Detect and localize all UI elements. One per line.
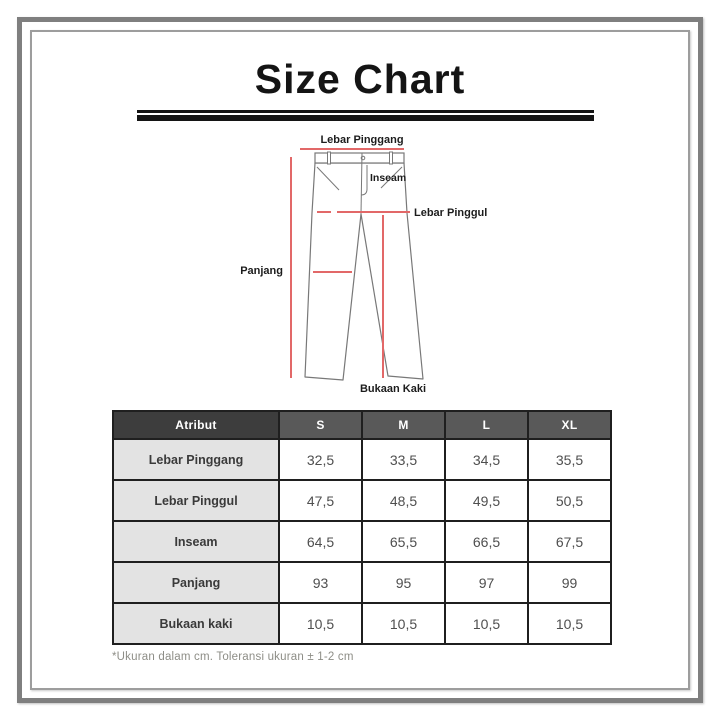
belt-loop-right: [390, 152, 393, 164]
size-value: 48,5: [362, 480, 445, 521]
size-value: 64,5: [279, 521, 362, 562]
divider-thick-line: [137, 115, 594, 121]
waist-label: Lebar Pinggang: [320, 134, 404, 146]
column-header-l: L: [445, 411, 528, 439]
row-label: Lebar Pinggang: [113, 439, 279, 480]
size-value: 66,5: [445, 521, 528, 562]
row-label: Panjang: [113, 562, 279, 603]
column-header-m: M: [362, 411, 445, 439]
size-value: 65,5: [362, 521, 445, 562]
table-row: [113, 480, 611, 521]
column-header-atribut: Atribut: [113, 411, 279, 439]
size-value: 33,5: [362, 439, 445, 480]
size-value: 93: [279, 562, 362, 603]
footnote: *Ukuran dalam cm. Toleransi ukuran ± 1-2 cm: [112, 651, 354, 663]
size-value: 10,5: [445, 603, 528, 644]
size-table: [112, 410, 612, 645]
row-label: Inseam: [113, 521, 279, 562]
table-row: [113, 521, 611, 562]
size-value: 10,5: [279, 603, 362, 644]
size-value: 10,5: [528, 603, 611, 644]
column-header-s: S: [279, 411, 362, 439]
hip-label: Lebar Pinggul: [414, 207, 488, 219]
column-header-xl: XL: [528, 411, 611, 439]
pants-diagram: [233, 128, 489, 400]
table-header-row: [113, 411, 611, 439]
title-divider: [137, 110, 594, 121]
size-value: 49,5: [445, 480, 528, 521]
belt-loop-left: [328, 152, 331, 164]
table-row: [113, 603, 611, 644]
table-row: [113, 439, 611, 480]
size-value: 97: [445, 562, 528, 603]
page-title: Size Chart: [254, 56, 466, 102]
length-label: Panjang: [240, 265, 283, 277]
row-label: Bukaan kaki: [113, 603, 279, 644]
size-value: 35,5: [528, 439, 611, 480]
size-value: 34,5: [445, 439, 528, 480]
size-value: 50,5: [528, 480, 611, 521]
leg-opening-label: Bukaan Kaki: [359, 383, 427, 395]
table-row: [113, 562, 611, 603]
size-value: 47,5: [279, 480, 362, 521]
size-value: 67,5: [528, 521, 611, 562]
size-value: 10,5: [362, 603, 445, 644]
row-label: Lebar Pinggul: [113, 480, 279, 521]
size-value: 32,5: [279, 439, 362, 480]
size-value: 99: [528, 562, 611, 603]
size-value: 95: [362, 562, 445, 603]
inseam-label: Inseam: [370, 172, 407, 184]
